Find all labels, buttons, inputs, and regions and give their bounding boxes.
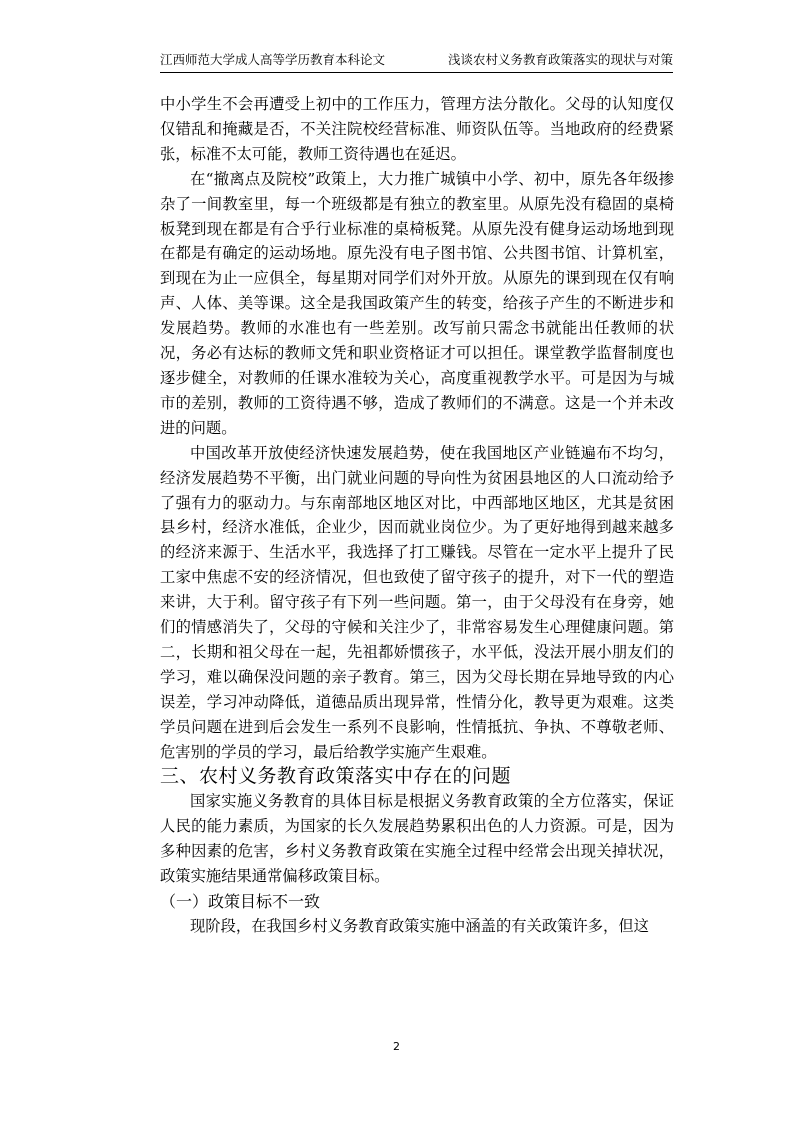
header-right-title: 浅谈农村义务教育政策落实的现状与对策 [447, 52, 673, 67]
paragraph-5: 现阶段，在我国乡村义务教育政策实施中涵盖的有关政策许多，但这 [190, 917, 649, 936]
subsection-heading: （一）政策目标不一致 [160, 892, 321, 912]
paragraph-3: 中国改革开放使经济快速发展趋势，使在我国地区产业链遍布不均匀，经济发展趋势不平衡，出门就业问题的导向性为贫困县地区的人口流动给予了强有力的驱动力。与东南部地区地区对比，中西部地区地区，尤其是贫困县乡村，经济水准低，企业少，因而就业岗位少。为了更好地得到越来越多的经济来源于、生活水平，我选择了打工赚钱。尽管在一定水平上提升了民工家中焦虑不安的经济情况，但也致使了留守孩子的提升，对下一代的塑造来讲，大于利。留守孩子有下列一些问题。第一，由于父母没有在身旁，她们的情感消失了，父母的守候和关注少了，非常容易发生心理健康问题。第二，长期和祖父母在一起，先祖都娇惯孩子，水平低，没法开展小朋友们的学习，难以确保没问题的亲子教育。第三，因为父母长期在异地导致的内心误差，学习冲动降低，道德品质出现异常，性情分化，教导更为艰难。这类学员问题在进到后会发生一系列不良影响，性情抵抗、争执、不尊敬老师、危害别的学员的学习，最后给教学实施产生艰难。 [160, 443, 674, 761]
paragraph-4: 国家实施义务教育的具体目标是根据义务教育政策的全方位落实，保证人民的能力素质，为国家的长久发展趋势累积出色的人力资源。可是，因为多种因素的危害，乡村义务教育政策在实施全过程中经常会出现关掉状况，政策实施结果通常偏移政策目标。 [160, 792, 674, 886]
page-body [160, 92, 674, 939]
page-header [160, 51, 673, 73]
paragraph-2: 在“撤离点及院校”政策上，大力推广城镇中小学、初中，原先各年级掺杂了一间教室里，每一个班级都是有独立的教室里。从原先没有稳固的桌椅板凳到现在都是有合乎行业标准的桌椅板凳。从原先没有健身运动场地到现在都是有确定的运动场地。原先没有电子图书馆、公共图书馆、计算机室，到现在为止一应俱全，每星期对同学们对外开放。从原先的课到现在仅有响声、人体、美等课。这全是我国政策产生的转变，给孩子产生的不断进步和发展趋势。教师的水准也有一些差别。改写前只需念书就能出任教师的状况，务必有达标的教师文凭和职业资格证才可以担任。课堂教学监督制度也逐步健全，对教师的任课水准较为关心，高度重视教学水平。可是因为与城市的差别，教师的工资待遇不够，造成了教师们的不满意。这是一个并未改进的问题。 [160, 169, 674, 437]
section-heading: 三、农村义务教育政策落实中存在的问题 [160, 765, 512, 788]
page-number: 2 [393, 1040, 400, 1053]
paragraph-1: 中小学生不会再遭受上初中的工作压力，管理方法分散化。父母的认知度仅仅错乱和掩藏是否，不关注院校经营标准、师资队伍等。当地政府的经费紧张，标准不太可能，教师工资待遇也在延迟。 [160, 95, 674, 163]
header-rule [160, 72, 673, 73]
header-left-title: 江西师范大学成人高等学历教育本科论文 [160, 52, 386, 67]
